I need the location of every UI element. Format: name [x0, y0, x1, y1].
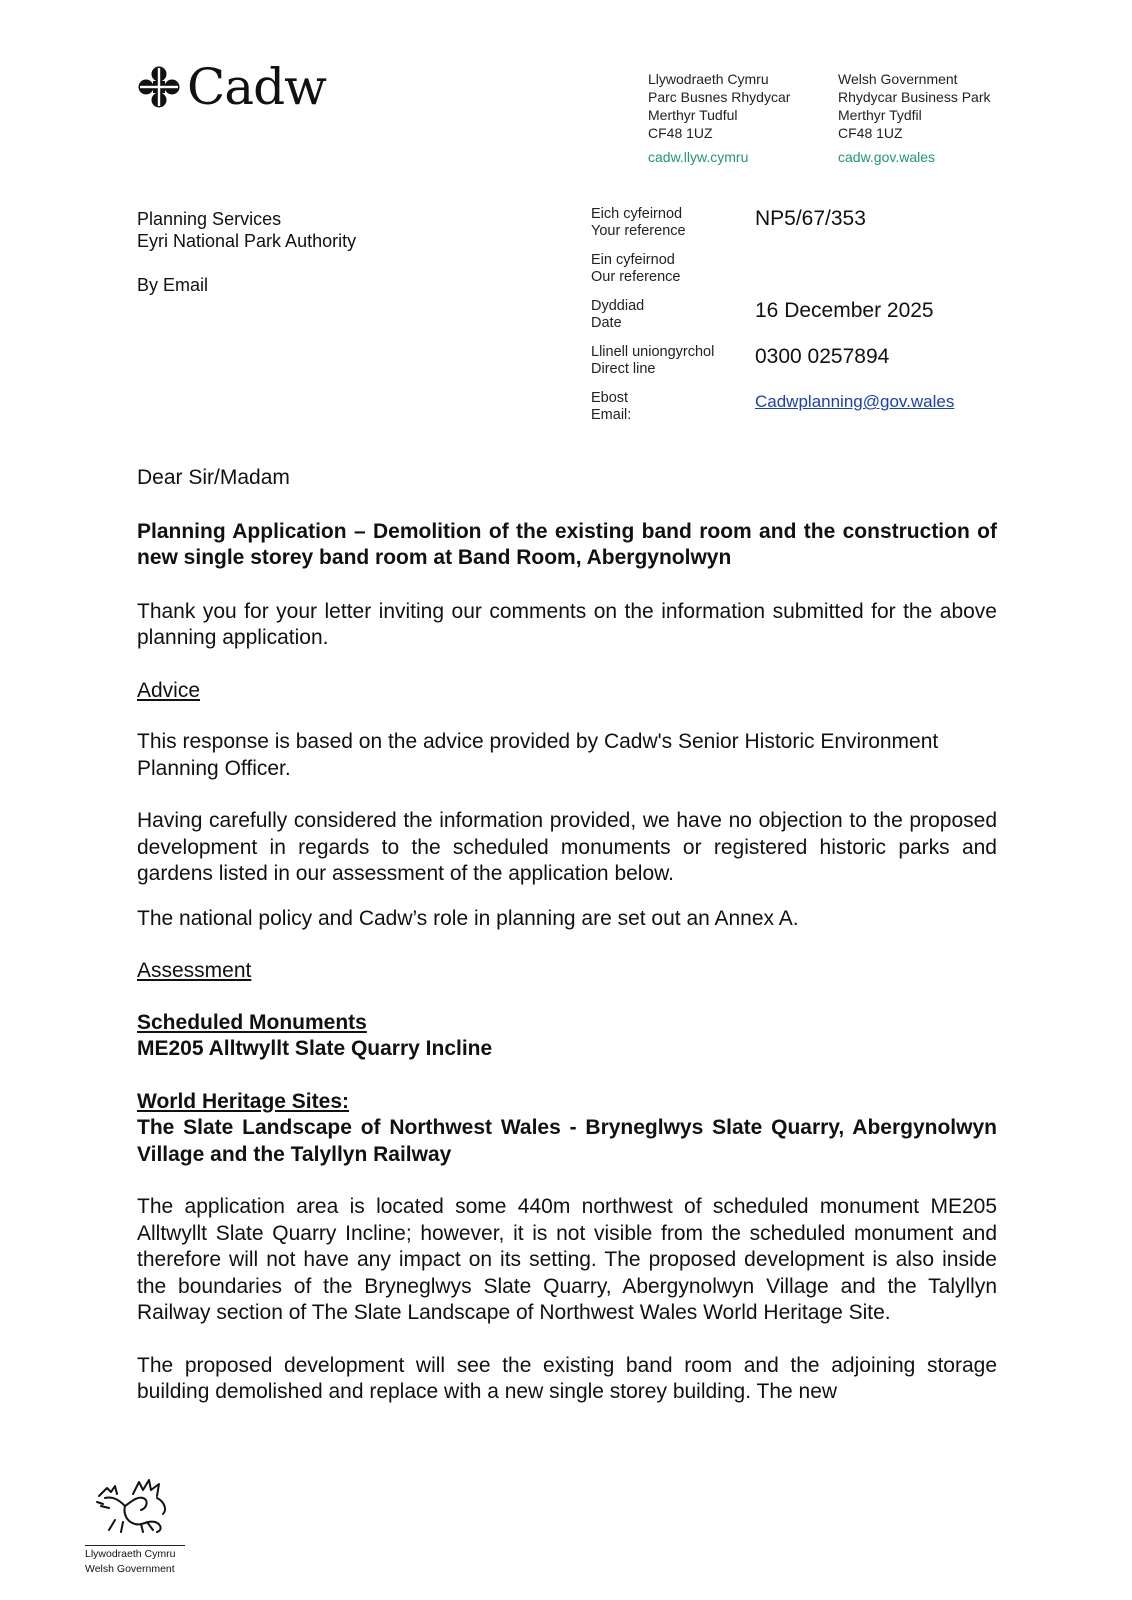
ref-label-english: Your reference — [591, 223, 686, 239]
direct-line-row — [591, 344, 890, 378]
advice-heading: Advice — [137, 678, 201, 702]
ref-label — [591, 390, 751, 424]
your-reference-value: NP5/67/353 — [755, 207, 866, 230]
ref-label — [591, 298, 751, 332]
assessment-paragraph: The application area is located some 440m northwest of scheduled monument ME205 Alltwyllt Slate Quarry Incline; however, it is not visible from the scheduled monument and therefore will not have any impact on its setting. The proposed development is also inside the boundaries of the Bryneglwys Slate Quarry, Abergynolwyn Village and the Talyllyn Railway section of The Slate Landscape of Northwest Wales World Heritage Site. — [137, 1195, 997, 1324]
ref-label-welsh: Eich cyfeirnod — [591, 206, 683, 222]
address-line: Llywodraeth Cymru — [648, 71, 769, 87]
cadw-logo-text: Cadw — [187, 58, 326, 116]
salutation: Dear Sir/Madam — [137, 466, 290, 489]
ref-label — [591, 252, 751, 286]
assessment-paragraph: The proposed development will see the existing band room and the adjoining storage building demolished and replace with a new single storey building. The new — [137, 1353, 997, 1403]
delivery-method: By Email — [137, 275, 209, 295]
letter-subject: Planning Application – Demolition of the existing band room and the construction of new single storey band room at Band Room, Abergynolwyn — [137, 519, 997, 569]
scheduled-monuments-heading: Scheduled Monuments — [137, 1010, 367, 1034]
ref-label — [591, 206, 751, 240]
address-line: CF48 1UZ — [648, 125, 713, 141]
website-welsh-link[interactable]: cadw.llyw.cymru — [648, 149, 749, 165]
advice-paragraph: The national policy and Cadw’s role in planning are set out an Annex A. — [137, 906, 799, 930]
advice-paragraph: Having carefully considered the information provided, we have no objection to the proposed development in regards to the scheduled monuments or registered historic parks and gardens listed in our assessment of the application below. — [137, 809, 997, 885]
letter-body — [137, 465, 997, 1406]
world-heritage-item: The Slate Landscape of Northwest Wales - Bryneglwys Slate Quarry, Abergynolwyn Village and the Talyllyn Railway — [137, 1116, 997, 1166]
your-reference-row — [591, 206, 866, 240]
our-reference-row — [591, 252, 751, 286]
ref-label-welsh: Ebost — [591, 390, 629, 406]
ref-label-english: Email: — [591, 407, 632, 423]
ref-label-welsh: Dyddiad — [591, 298, 645, 314]
assessment-heading: Assessment — [137, 959, 252, 982]
cadw-cross-icon — [137, 65, 181, 109]
address-line: CF48 1UZ — [838, 125, 903, 141]
ref-label-english: Direct line — [591, 361, 656, 377]
welsh-government-logo — [85, 1476, 189, 1575]
scheduled-monument-item: ME205 Alltwyllt Slate Quarry Incline — [137, 1037, 493, 1060]
footer-line-english: Welsh Government — [85, 1562, 175, 1575]
direct-line-value: 0300 0257894 — [755, 345, 890, 368]
address-line: Merthyr Tydfil — [838, 107, 922, 123]
dragon-icon — [85, 1476, 175, 1536]
email-row — [591, 390, 955, 424]
footer-divider — [85, 1545, 185, 1546]
recipient-line: Planning Services — [137, 209, 282, 229]
ref-label-welsh: Llinell uniongyrchol — [591, 344, 715, 360]
ref-label — [591, 344, 751, 378]
address-line: Rhydycar Business Park — [838, 89, 991, 105]
address-welsh — [648, 70, 790, 166]
recipient-block — [137, 208, 356, 296]
intro-paragraph: Thank you for your letter inviting our comments on the information submitted for the above planning application. — [137, 599, 997, 649]
website-english-link[interactable]: cadw.gov.wales — [838, 149, 936, 165]
ref-label-english: Date — [591, 315, 622, 331]
footer-line-welsh: Llywodraeth Cymru — [85, 1548, 176, 1560]
advice-paragraph: This response is based on the advice provided by Cadw's Senior Historic Environment Planning Officer. — [137, 730, 939, 780]
ref-label-english: Our reference — [591, 269, 681, 285]
address-english — [838, 70, 991, 166]
email-link[interactable]: Cadwplanning@gov.wales — [755, 392, 955, 411]
address-line: Welsh Government — [838, 71, 958, 87]
cadw-logo — [137, 58, 326, 116]
ref-label-welsh: Ein cyfeirnod — [591, 252, 675, 268]
address-line: Merthyr Tudful — [648, 107, 738, 123]
date-value: 16 December 2025 — [755, 299, 934, 322]
world-heritage-heading: World Heritage Sites: — [137, 1089, 349, 1113]
address-line: Parc Busnes Rhydycar — [648, 89, 791, 105]
date-row — [591, 298, 934, 332]
recipient-line: Eyri National Park Authority — [137, 231, 357, 251]
